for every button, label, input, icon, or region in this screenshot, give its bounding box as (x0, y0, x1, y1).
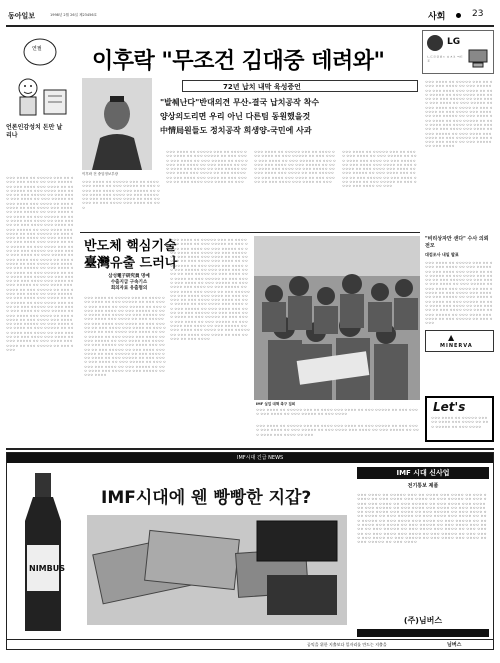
ad-top-rule (6, 448, 494, 450)
lets-ad-title: Let's (433, 400, 466, 414)
ad-right-sub: 전기통보 제품 (407, 483, 439, 489)
right-column-text-1: ㅇㅇㅇ ㅇㅇㅇㅇ ㅇㅇ ㅇㅇㅇㅇㅇ ㅇㅇㅇ ㅇㅇ ㅇㅇㅇㅇ ㅇㅇㅇ ㅇㅇㅇㅇ ㅇㅇ ㅇㅇㅇ ㅇㅇㅇㅇㅇ ㅇㅇ ㅇㅇㅇ ㅇㅇㅇㅇ ㅇㅇㅇ ㅇㅇㅇㅇ ㅇㅇ ㅇㅇㅇ ㅇㅇㅇㅇㅇ ㅇㅇ ㅇㅇㅇ ㅇㅇㅇㅇ ㅇㅇㅇ ㅇㅇㅇㅇ ㅇㅇ ㅇㅇㅇ ㅇㅇㅇㅇㅇ ㅇㅇ ㅇㅇㅇ ㅇㅇㅇㅇ ㅇㅇㅇ ㅇㅇㅇㅇ ㅇㅇ ㅇㅇㅇ ㅇㅇㅇㅇㅇ ㅇㅇ ㅇㅇㅇ ㅇㅇㅇㅇ ㅇㅇㅇ ㅇㅇㅇㅇ ㅇㅇ ㅇㅇㅇ ㅇㅇㅇㅇㅇ ㅇㅇ ㅇㅇㅇ ㅇㅇㅇㅇ ㅇㅇㅇ ㅇㅇㅇㅇ ㅇㅇ ㅇㅇㅇ ㅇㅇㅇㅇㅇ ㅇㅇ ㅇㅇㅇ ㅇㅇㅇㅇ ㅇㅇㅇ ㅇㅇㅇㅇ ㅇㅇ ㅇㅇㅇ ㅇㅇㅇㅇㅇ ㅇㅇ ㅇㅇㅇ ㅇㅇㅇㅇ ㅇㅇㅇ ㅇㅇㅇㅇ ㅇㅇ ㅇㅇㅇ ㅇㅇㅇㅇㅇ ㅇㅇ ㅇㅇㅇ ㅇㅇㅇㅇ ㅇㅇㅇ ㅇㅇㅇㅇ ㅇㅇ ㅇㅇㅇ ㅇㅇㅇㅇㅇ ㅇㅇ ㅇㅇㅇ ㅇㅇㅇㅇ ㅇㅇㅇ ㅇㅇㅇㅇ ㅇㅇ ㅇㅇㅇ ㅇㅇㅇㅇㅇ ㅇㅇ ㅇㅇㅇ ㅇㅇㅇㅇ ㅇㅇㅇ ㅇㅇㅇㅇ ㅇㅇ ㅇㅇㅇ ㅇㅇㅇㅇㅇ ㅇㅇ ㅇㅇㅇ ㅇㅇㅇㅇ (425, 80, 493, 149)
bottle-label: NIMBUS (29, 564, 65, 573)
ad-company: (주)님버스 (403, 616, 443, 625)
left-column-text: ㅇㅇㅇ ㅇㅇㅇㅇ ㅇㅇ ㅇㅇㅇㅇㅇ ㅇㅇㅇ ㅇㅇ ㅇㅇㅇㅇ ㅇㅇㅇ ㅇㅇㅇㅇ ㅇㅇ ㅇㅇㅇ ㅇㅇㅇㅇㅇ ㅇㅇ ㅇㅇㅇ ㅇㅇㅇㅇ ㅇㅇㅇ ㅇㅇㅇㅇ ㅇㅇ ㅇㅇㅇ ㅇㅇㅇㅇㅇ ㅇㅇ ㅇㅇㅇ ㅇㅇㅇㅇ ㅇㅇㅇ ㅇㅇㅇㅇ ㅇㅇ ㅇㅇㅇ ㅇㅇㅇㅇㅇ ㅇㅇ ㅇㅇㅇ ㅇㅇㅇㅇ ㅇㅇㅇ ㅇㅇㅇㅇ ㅇㅇ ㅇㅇㅇ ㅇㅇㅇㅇㅇ ㅇㅇ ㅇㅇㅇ ㅇㅇㅇㅇ ㅇㅇㅇ ㅇㅇㅇㅇ ㅇㅇ ㅇㅇㅇ ㅇㅇㅇㅇㅇ ㅇㅇ ㅇㅇㅇ ㅇㅇㅇㅇ ㅇㅇㅇ ㅇㅇㅇㅇ ㅇㅇ ㅇㅇㅇ ㅇㅇㅇㅇㅇ ㅇㅇ ㅇㅇㅇ ㅇㅇㅇㅇ ㅇㅇㅇ ㅇㅇㅇㅇ ㅇㅇ ㅇㅇㅇ ㅇㅇㅇㅇㅇ ㅇㅇ ㅇㅇㅇ ㅇㅇㅇㅇ ㅇㅇㅇ ㅇㅇㅇㅇ ㅇㅇ ㅇㅇㅇ ㅇㅇㅇㅇㅇ ㅇㅇ ㅇㅇㅇ ㅇㅇㅇㅇ ㅇㅇㅇ ㅇㅇㅇㅇ ㅇㅇ ㅇㅇㅇ ㅇㅇㅇㅇㅇ ㅇㅇ ㅇㅇㅇ ㅇㅇㅇㅇ ㅇㅇㅇ ㅇㅇㅇㅇ ㅇㅇ ㅇㅇㅇ ㅇㅇㅇㅇㅇ ㅇㅇ ㅇㅇㅇ ㅇㅇㅇㅇ ㅇㅇㅇ ㅇㅇㅇㅇ ㅇㅇ ㅇㅇㅇ ㅇㅇㅇㅇㅇ ㅇㅇ ㅇㅇㅇ ㅇㅇㅇㅇ ㅇㅇㅇ ㅇㅇㅇㅇ ㅇㅇ ㅇㅇㅇ ㅇㅇㅇㅇㅇ ㅇㅇ ㅇㅇㅇ ㅇㅇㅇㅇ ㅇㅇㅇ ㅇㅇㅇㅇ ㅇㅇ ㅇㅇㅇ ㅇㅇㅇㅇㅇ ㅇㅇ ㅇㅇㅇ ㅇㅇㅇㅇ ㅇㅇㅇ ㅇㅇㅇㅇ ㅇㅇ ㅇㅇㅇ ㅇㅇㅇㅇㅇ ㅇㅇ ㅇㅇㅇ ㅇㅇㅇㅇ ㅇㅇㅇ ㅇㅇㅇㅇ ㅇㅇ ㅇㅇㅇ ㅇㅇㅇㅇㅇ ㅇㅇ ㅇㅇㅇ ㅇㅇㅇㅇ ㅇㅇㅇ ㅇㅇㅇㅇ ㅇㅇ ㅇㅇㅇ ㅇㅇㅇㅇㅇ ㅇㅇ ㅇㅇㅇ ㅇㅇㅇㅇ ㅇㅇㅇ ㅇㅇㅇㅇ ㅇㅇ ㅇㅇㅇ ㅇㅇㅇㅇㅇ ㅇㅇ ㅇㅇㅇ ㅇㅇㅇㅇ ㅇㅇㅇ ㅇㅇㅇㅇ ㅇㅇ ㅇㅇㅇ ㅇㅇㅇㅇㅇ ㅇㅇ ㅇㅇㅇ ㅇㅇㅇㅇ ㅇㅇㅇ ㅇㅇㅇㅇ ㅇㅇ ㅇㅇㅇ ㅇㅇㅇㅇㅇ ㅇㅇ ㅇㅇㅇ ㅇㅇㅇㅇ ㅇㅇㅇ ㅇㅇㅇㅇ ㅇㅇ ㅇㅇㅇ ㅇㅇㅇㅇㅇ ㅇㅇ ㅇㅇㅇ ㅇㅇㅇㅇ ㅇㅇㅇ ㅇㅇㅇㅇ ㅇㅇ ㅇㅇㅇ ㅇㅇㅇㅇㅇ ㅇㅇ ㅇㅇㅇ ㅇㅇㅇㅇ ㅇㅇㅇ ㅇㅇㅇㅇ ㅇㅇ ㅇㅇㅇ ㅇㅇㅇㅇㅇ ㅇㅇ ㅇㅇㅇ ㅇㅇㅇㅇ ㅇㅇㅇ ㅇㅇㅇㅇ ㅇㅇ ㅇㅇㅇ ㅇㅇㅇㅇㅇ ㅇㅇ ㅇㅇㅇ ㅇㅇㅇㅇ ㅇㅇㅇ ㅇㅇㅇㅇ ㅇㅇ ㅇㅇㅇ ㅇㅇㅇㅇㅇ ㅇㅇ ㅇㅇㅇ ㅇㅇㅇㅇ ㅇㅇㅇ ㅇㅇㅇㅇ ㅇㅇ ㅇㅇㅇ ㅇㅇㅇㅇㅇ ㅇㅇ ㅇㅇㅇ ㅇㅇㅇㅇ ㅇㅇㅇ ㅇㅇㅇㅇ ㅇㅇ ㅇㅇㅇ ㅇㅇㅇㅇㅇ ㅇㅇ ㅇㅇㅇ ㅇㅇㅇㅇ ㅇㅇㅇ ㅇㅇㅇㅇ ㅇㅇ ㅇㅇㅇ ㅇㅇㅇㅇㅇ ㅇㅇ ㅇㅇㅇ ㅇㅇㅇㅇ ㅇㅇㅇ ㅇㅇㅇㅇ ㅇㅇ ㅇㅇㅇ ㅇㅇㅇㅇㅇ ㅇㅇ ㅇㅇㅇ ㅇㅇㅇㅇ ㅇㅇㅇ ㅇㅇㅇㅇ ㅇㅇ ㅇㅇㅇ ㅇㅇㅇㅇㅇ ㅇㅇ ㅇㅇㅇ ㅇㅇㅇㅇ ㅇㅇㅇ ㅇㅇㅇㅇ ㅇㅇ ㅇㅇㅇ ㅇㅇㅇㅇㅇ ㅇㅇ ㅇㅇㅇ ㅇㅇㅇㅇ (6, 176, 74, 352)
second-story-text-c: ㅇㅇㅇ ㅇㅇㅇㅇ ㅇㅇ ㅇㅇㅇㅇㅇ ㅇㅇㅇ ㅇㅇ ㅇㅇㅇㅇ ㅇㅇㅇ ㅇㅇㅇㅇ ㅇㅇ ㅇㅇㅇ ㅇㅇㅇㅇㅇ ㅇㅇ ㅇㅇㅇ ㅇㅇㅇㅇ ㅇㅇㅇ ㅇㅇㅇㅇ ㅇㅇ ㅇㅇㅇ ㅇㅇㅇㅇㅇ ㅇㅇ ㅇㅇㅇ ㅇㅇㅇㅇ ㅇㅇㅇ ㅇㅇㅇㅇ ㅇㅇ ㅇㅇㅇ ㅇㅇㅇㅇㅇ ㅇㅇ ㅇㅇㅇ ㅇㅇㅇㅇ ㅇㅇㅇ ㅇㅇㅇㅇ ㅇㅇ ㅇㅇㅇ (256, 424, 419, 437)
subhead-1: "발췌난다"반대의견 무산-결국 납치공작 착수 (160, 98, 320, 107)
cartoon (6, 30, 76, 170)
minerva-logo: MINERVA (440, 343, 473, 349)
ad-company-bar (357, 629, 489, 637)
ad-main-copy: IMF시대에 웬 빵빵한 지갑? (101, 488, 312, 508)
cartoon-title: 언론인감성치 돈만 날리나 (6, 124, 63, 139)
masthead (6, 9, 494, 23)
top-right-ad (422, 30, 494, 74)
right-block (425, 236, 494, 331)
second-headline-line-2: 臺灣유출 드러나 (84, 256, 178, 271)
ad-right-title: IMF 시대 신사업 (357, 467, 489, 479)
ad-copy: ㄴㄷㄹㅁㅂㅅ ㅇㅈㅊ ㅋㅌㅍ (427, 55, 463, 64)
right-sub: 대검조사 내일 발표 (425, 252, 459, 257)
photo-caption-text: ㅇㅇㅇ ㅇㅇㅇㅇ ㅇㅇ ㅇㅇㅇㅇㅇ ㅇㅇㅇ ㅇㅇ ㅇㅇㅇㅇ ㅇㅇㅇ ㅇㅇㅇㅇ ㅇㅇ ㅇㅇㅇ ㅇㅇㅇㅇㅇ ㅇㅇ ㅇㅇㅇ ㅇㅇㅇㅇ ㅇㅇㅇ ㅇㅇㅇㅇ ㅇㅇ ㅇㅇㅇ ㅇㅇㅇㅇㅇ ㅇㅇ ㅇㅇㅇ ㅇㅇㅇㅇ (256, 408, 418, 417)
minerva-box (425, 330, 494, 352)
main-photo-caption: 이후락 전 중앙정보부장 (82, 172, 119, 176)
subhead-3: 中情局원들도 정치공작 희생양-국민에 사과 (160, 126, 312, 135)
main-story-text-d: ㅇㅇㅇ ㅇㅇㅇㅇ ㅇㅇ ㅇㅇㅇㅇㅇ ㅇㅇㅇ ㅇㅇ ㅇㅇㅇㅇ ㅇㅇㅇ ㅇㅇㅇㅇ ㅇㅇ ㅇㅇㅇ ㅇㅇㅇㅇㅇ ㅇㅇ ㅇㅇㅇ ㅇㅇㅇㅇ ㅇㅇㅇ ㅇㅇㅇㅇ ㅇㅇ ㅇㅇㅇ ㅇㅇㅇㅇㅇ ㅇㅇ ㅇㅇㅇ ㅇㅇㅇㅇ ㅇㅇㅇ ㅇㅇㅇㅇ ㅇㅇ ㅇㅇㅇ ㅇㅇㅇㅇㅇ ㅇㅇ ㅇㅇㅇ ㅇㅇㅇㅇ ㅇㅇㅇ ㅇㅇㅇㅇ ㅇㅇ ㅇㅇㅇ ㅇㅇㅇㅇㅇ ㅇㅇ ㅇㅇㅇ ㅇㅇㅇㅇ ㅇㅇㅇ ㅇㅇㅇㅇ ㅇㅇ ㅇㅇㅇ ㅇㅇㅇㅇㅇ ㅇㅇ ㅇㅇㅇ ㅇㅇㅇㅇ ㅇㅇㅇ ㅇㅇㅇㅇ ㅇㅇ ㅇㅇㅇ ㅇㅇㅇㅇㅇ ㅇㅇ ㅇㅇㅇ ㅇㅇㅇㅇ ㅇㅇㅇ ㅇㅇㅇㅇ ㅇㅇ ㅇㅇㅇ (342, 150, 417, 189)
second-subhead-1: 삼성電子研究員 명예 (108, 274, 150, 279)
cartoon-drawing (6, 30, 76, 120)
paper-name: 동아일보 (8, 12, 36, 20)
section-divider (80, 232, 420, 233)
main-story-text-a: ㅇㅇㅇ ㅇㅇㅇㅇ ㅇㅇ ㅇㅇㅇㅇㅇ ㅇㅇㅇ ㅇㅇ ㅇㅇㅇㅇ ㅇㅇㅇ ㅇㅇㅇㅇ ㅇㅇ ㅇㅇㅇ ㅇㅇㅇㅇㅇ ㅇㅇ ㅇㅇㅇ ㅇㅇㅇㅇ ㅇㅇㅇ ㅇㅇㅇㅇ ㅇㅇ ㅇㅇㅇ ㅇㅇㅇㅇㅇ ㅇㅇ ㅇㅇㅇ ㅇㅇㅇㅇ ㅇㅇㅇ ㅇㅇㅇㅇ ㅇㅇ ㅇㅇㅇ ㅇㅇㅇㅇㅇ ㅇㅇ ㅇㅇㅇ ㅇㅇㅇㅇ ㅇㅇㅇ ㅇㅇㅇㅇ ㅇㅇ ㅇㅇㅇ ㅇㅇㅇㅇㅇ ㅇㅇ ㅇㅇㅇ ㅇㅇㅇㅇ ㅇㅇㅇ ㅇㅇㅇㅇ ㅇㅇ ㅇㅇㅇ (82, 180, 160, 210)
main-headline: 이후락 "무조건 김대중 데려와" (92, 49, 385, 74)
section-dot (456, 13, 461, 18)
main-story-text-b: ㅇㅇㅇ ㅇㅇㅇㅇ ㅇㅇ ㅇㅇㅇㅇㅇ ㅇㅇㅇ ㅇㅇ ㅇㅇㅇㅇ ㅇㅇㅇ ㅇㅇㅇㅇ ㅇㅇ ㅇㅇㅇ ㅇㅇㅇㅇㅇ ㅇㅇ ㅇㅇㅇ ㅇㅇㅇㅇ ㅇㅇㅇ ㅇㅇㅇㅇ ㅇㅇ ㅇㅇㅇ ㅇㅇㅇㅇㅇ ㅇㅇ ㅇㅇㅇ ㅇㅇㅇㅇ ㅇㅇㅇ ㅇㅇㅇㅇ ㅇㅇ ㅇㅇㅇ ㅇㅇㅇㅇㅇ ㅇㅇ ㅇㅇㅇ ㅇㅇㅇㅇ ㅇㅇㅇ ㅇㅇㅇㅇ ㅇㅇ ㅇㅇㅇ ㅇㅇㅇㅇㅇ ㅇㅇ ㅇㅇㅇ ㅇㅇㅇㅇ ㅇㅇㅇ ㅇㅇㅇㅇ ㅇㅇ ㅇㅇㅇ ㅇㅇㅇㅇㅇ ㅇㅇ ㅇㅇㅇ ㅇㅇㅇㅇ ㅇㅇㅇ ㅇㅇㅇㅇ ㅇㅇ ㅇㅇㅇ ㅇㅇㅇㅇㅇ ㅇㅇ ㅇㅇㅇ ㅇㅇㅇㅇ ㅇㅇㅇ ㅇㅇㅇㅇ ㅇㅇ ㅇㅇㅇ (166, 150, 249, 185)
ad-top-banner (7, 453, 493, 463)
bottom-ad (6, 452, 494, 650)
lg-logo-icon (427, 35, 443, 51)
date-line: 1998년 2월 26일 제23456호 (50, 13, 97, 17)
right-block-text: ㅇㅇㅇ ㅇㅇㅇㅇ ㅇㅇ ㅇㅇㅇㅇㅇ ㅇㅇㅇ ㅇㅇ ㅇㅇㅇㅇ ㅇㅇㅇ ㅇㅇㅇㅇ ㅇㅇ ㅇㅇㅇ ㅇㅇㅇㅇㅇ ㅇㅇ ㅇㅇㅇ ㅇㅇㅇㅇ ㅇㅇㅇ ㅇㅇㅇㅇ ㅇㅇ ㅇㅇㅇ ㅇㅇㅇㅇㅇ ㅇㅇ ㅇㅇㅇ ㅇㅇㅇㅇ ㅇㅇㅇ ㅇㅇㅇㅇ ㅇㅇ ㅇㅇㅇ ㅇㅇㅇㅇㅇ ㅇㅇ ㅇㅇㅇ ㅇㅇㅇㅇ ㅇㅇㅇ ㅇㅇㅇㅇ ㅇㅇ ㅇㅇㅇ ㅇㅇㅇㅇㅇ ㅇㅇ ㅇㅇㅇ ㅇㅇㅇㅇ ㅇㅇㅇ ㅇㅇㅇㅇ ㅇㅇ ㅇㅇㅇ ㅇㅇㅇㅇㅇ ㅇㅇ ㅇㅇㅇ ㅇㅇㅇㅇ ㅇㅇㅇ ㅇㅇㅇㅇ ㅇㅇ ㅇㅇㅇ ㅇㅇㅇㅇㅇ ㅇㅇ ㅇㅇㅇ ㅇㅇㅇㅇ ㅇㅇㅇ ㅇㅇㅇㅇ ㅇㅇ ㅇㅇㅇ ㅇㅇㅇㅇㅇ ㅇㅇ ㅇㅇㅇ ㅇㅇㅇㅇ ㅇㅇㅇ ㅇㅇㅇㅇ ㅇㅇ ㅇㅇㅇ ㅇㅇㅇㅇㅇ ㅇㅇ ㅇㅇㅇ ㅇㅇㅇㅇ ㅇㅇㅇ ㅇㅇㅇㅇ ㅇㅇ ㅇㅇㅇ ㅇㅇㅇㅇㅇ ㅇㅇ ㅇㅇㅇ ㅇㅇㅇㅇ ㅇㅇㅇ ㅇㅇㅇㅇ ㅇㅇ ㅇㅇㅇ ㅇㅇㅇㅇㅇ ㅇㅇ ㅇㅇㅇ ㅇㅇㅇㅇ (425, 261, 493, 326)
page-number: 23 (472, 9, 484, 19)
ad-right-panel (357, 467, 489, 647)
ad-footer-right: 님버스 (447, 642, 462, 648)
ad-banner-left: IMF시대 긴급 NEWS (237, 455, 284, 461)
second-subheads (92, 274, 166, 292)
kicker-text: 72년 납치 내막 육성증언 (223, 83, 301, 91)
protest-photo (254, 236, 420, 400)
main-subheads (160, 96, 420, 138)
ad-right-text: ㅇㅇㅇ ㅇㅇㅇㅇ ㅇㅇ ㅇㅇㅇㅇㅇ ㅇㅇㅇ ㅇㅇ ㅇㅇㅇㅇ ㅇㅇㅇ ㅇㅇㅇㅇ ㅇㅇ ㅇㅇㅇ ㅇㅇㅇㅇㅇ ㅇㅇ ㅇㅇㅇ ㅇㅇㅇㅇ ㅇㅇㅇ ㅇㅇㅇㅇ ㅇㅇ ㅇㅇㅇ ㅇㅇㅇㅇㅇ ㅇㅇ ㅇㅇㅇ ㅇㅇㅇㅇ ㅇㅇㅇ ㅇㅇㅇㅇ ㅇㅇ ㅇㅇㅇ ㅇㅇㅇㅇㅇ ㅇㅇ ㅇㅇㅇ ㅇㅇㅇㅇ ㅇㅇㅇ ㅇㅇㅇㅇ ㅇㅇ ㅇㅇㅇ ㅇㅇㅇㅇㅇ ㅇㅇ ㅇㅇㅇ ㅇㅇㅇㅇ ㅇㅇㅇ ㅇㅇㅇㅇ ㅇㅇ ㅇㅇㅇ ㅇㅇㅇㅇㅇ ㅇㅇ ㅇㅇㅇ ㅇㅇㅇㅇ ㅇㅇㅇ ㅇㅇㅇㅇ ㅇㅇ ㅇㅇㅇ ㅇㅇㅇㅇㅇ ㅇㅇ ㅇㅇㅇ ㅇㅇㅇㅇ ㅇㅇㅇ ㅇㅇㅇㅇ ㅇㅇ ㅇㅇㅇ ㅇㅇㅇㅇㅇ ㅇㅇ ㅇㅇㅇ ㅇㅇㅇㅇ ㅇㅇㅇ ㅇㅇㅇㅇ ㅇㅇ ㅇㅇㅇ ㅇㅇㅇㅇㅇ ㅇㅇ ㅇㅇㅇ ㅇㅇㅇㅇ ㅇㅇㅇ ㅇㅇㅇㅇ ㅇㅇ ㅇㅇㅇ ㅇㅇㅇㅇㅇ ㅇㅇ ㅇㅇㅇ ㅇㅇㅇㅇ ㅇㅇㅇ ㅇㅇㅇㅇ ㅇㅇ ㅇㅇㅇ ㅇㅇㅇㅇㅇ ㅇㅇ ㅇㅇㅇ ㅇㅇㅇㅇ ㅇㅇㅇ ㅇㅇㅇㅇ ㅇㅇ ㅇㅇㅇ ㅇㅇㅇㅇㅇ ㅇㅇ ㅇㅇㅇ ㅇㅇㅇㅇ ㅇㅇㅇ ㅇㅇㅇㅇ ㅇㅇ ㅇㅇㅇ ㅇㅇㅇㅇㅇ ㅇㅇ ㅇㅇㅇ ㅇㅇㅇㅇ ㅇㅇㅇ ㅇㅇㅇㅇ ㅇㅇ ㅇㅇㅇ ㅇㅇㅇㅇㅇ ㅇㅇ ㅇㅇㅇ ㅇㅇㅇㅇ ㅇㅇㅇ ㅇㅇㅇㅇ ㅇㅇ ㅇㅇㅇ ㅇㅇㅇㅇㅇ ㅇㅇ ㅇㅇㅇ ㅇㅇㅇㅇ ㅇㅇㅇ ㅇㅇㅇㅇ ㅇㅇ ㅇㅇㅇ ㅇㅇㅇㅇㅇ ㅇㅇ ㅇㅇㅇ ㅇㅇㅇㅇ (357, 493, 487, 545)
second-headline (84, 238, 177, 272)
computer-icon (467, 49, 491, 69)
kicker-box (182, 80, 418, 92)
second-subhead-3: 회의자료 유출혐의 (110, 286, 148, 291)
section-name: 사회 (428, 12, 446, 22)
minerva-logo-icon: ▲ (448, 333, 455, 342)
subhead-2: 양상의도리면 우리 아닌 다른팀 동원했을것 (160, 112, 311, 121)
lets-ad (425, 396, 494, 442)
second-story-text-b: ㅇㅇㅇ ㅇㅇㅇㅇ ㅇㅇ ㅇㅇㅇㅇㅇ ㅇㅇㅇ ㅇㅇ ㅇㅇㅇㅇ ㅇㅇㅇ ㅇㅇㅇㅇ ㅇㅇ ㅇㅇㅇ ㅇㅇㅇㅇㅇ ㅇㅇ ㅇㅇㅇ ㅇㅇㅇㅇ ㅇㅇㅇ ㅇㅇㅇㅇ ㅇㅇ ㅇㅇㅇ ㅇㅇㅇㅇㅇ ㅇㅇ ㅇㅇㅇ ㅇㅇㅇㅇ ㅇㅇㅇ ㅇㅇㅇㅇ ㅇㅇ ㅇㅇㅇ ㅇㅇㅇㅇㅇ ㅇㅇ ㅇㅇㅇ ㅇㅇㅇㅇ ㅇㅇㅇ ㅇㅇㅇㅇ ㅇㅇ ㅇㅇㅇ ㅇㅇㅇㅇㅇ ㅇㅇ ㅇㅇㅇ ㅇㅇㅇㅇ ㅇㅇㅇ ㅇㅇㅇㅇ ㅇㅇ ㅇㅇㅇ ㅇㅇㅇㅇㅇ ㅇㅇ ㅇㅇㅇ ㅇㅇㅇㅇ ㅇㅇㅇ ㅇㅇㅇㅇ ㅇㅇ ㅇㅇㅇ ㅇㅇㅇㅇㅇ ㅇㅇ ㅇㅇㅇ ㅇㅇㅇㅇ ㅇㅇㅇ ㅇㅇㅇㅇ ㅇㅇ ㅇㅇㅇ ㅇㅇㅇㅇㅇ ㅇㅇ ㅇㅇㅇ ㅇㅇㅇㅇ ㅇㅇㅇ ㅇㅇㅇㅇ ㅇㅇ ㅇㅇㅇ ㅇㅇㅇㅇㅇ ㅇㅇ ㅇㅇㅇ ㅇㅇㅇㅇ ㅇㅇㅇ ㅇㅇㅇㅇ ㅇㅇ ㅇㅇㅇ ㅇㅇㅇㅇㅇ ㅇㅇ ㅇㅇㅇ ㅇㅇㅇㅇ ㅇㅇㅇ ㅇㅇㅇㅇ ㅇㅇ ㅇㅇㅇ ㅇㅇㅇㅇㅇ ㅇㅇ ㅇㅇㅇ ㅇㅇㅇㅇ ㅇㅇㅇ ㅇㅇㅇㅇ ㅇㅇ ㅇㅇㅇ ㅇㅇㅇㅇㅇ ㅇㅇ ㅇㅇㅇ ㅇㅇㅇㅇ ㅇㅇㅇ ㅇㅇㅇㅇ ㅇㅇ ㅇㅇㅇ ㅇㅇㅇㅇㅇ ㅇㅇ ㅇㅇㅇ ㅇㅇㅇㅇ ㅇㅇㅇ ㅇㅇㅇㅇ ㅇㅇ ㅇㅇㅇ ㅇㅇㅇㅇㅇ ㅇㅇ ㅇㅇㅇ ㅇㅇㅇㅇ ㅇㅇㅇ ㅇㅇㅇㅇ ㅇㅇ ㅇㅇㅇ ㅇㅇㅇㅇㅇ ㅇㅇ ㅇㅇㅇ ㅇㅇㅇㅇ ㅇㅇㅇ ㅇㅇㅇㅇ ㅇㅇ ㅇㅇㅇ ㅇㅇㅇㅇㅇ ㅇㅇ ㅇㅇㅇ ㅇㅇㅇㅇ ㅇㅇㅇ ㅇㅇㅇㅇ ㅇㅇ ㅇㅇㅇ ㅇㅇㅇㅇㅇ ㅇㅇ ㅇㅇㅇ ㅇㅇㅇㅇ ㅇㅇㅇ ㅇㅇㅇㅇ ㅇㅇ ㅇㅇㅇ ㅇㅇㅇㅇㅇ ㅇㅇ ㅇㅇㅇ ㅇㅇㅇㅇ ㅇㅇㅇ ㅇㅇㅇㅇ ㅇㅇ ㅇㅇㅇ ㅇㅇㅇㅇㅇ ㅇㅇ ㅇㅇㅇ ㅇㅇㅇㅇ ㅇㅇㅇ ㅇㅇㅇㅇ ㅇㅇ ㅇㅇㅇ ㅇㅇㅇㅇㅇ ㅇㅇ ㅇㅇㅇ ㅇㅇㅇㅇ ㅇㅇㅇ ㅇㅇㅇㅇ ㅇㅇ ㅇㅇㅇ ㅇㅇㅇㅇㅇ ㅇㅇ ㅇㅇㅇ ㅇㅇㅇㅇ (170, 238, 250, 341)
main-story-text-c: ㅇㅇㅇ ㅇㅇㅇㅇ ㅇㅇ ㅇㅇㅇㅇㅇ ㅇㅇㅇ ㅇㅇ ㅇㅇㅇㅇ ㅇㅇㅇ ㅇㅇㅇㅇ ㅇㅇ ㅇㅇㅇ ㅇㅇㅇㅇㅇ ㅇㅇ ㅇㅇㅇ ㅇㅇㅇㅇ ㅇㅇㅇ ㅇㅇㅇㅇ ㅇㅇ ㅇㅇㅇ ㅇㅇㅇㅇㅇ ㅇㅇ ㅇㅇㅇ ㅇㅇㅇㅇ ㅇㅇㅇ ㅇㅇㅇㅇ ㅇㅇ ㅇㅇㅇ ㅇㅇㅇㅇㅇ ㅇㅇ ㅇㅇㅇ ㅇㅇㅇㅇ ㅇㅇㅇ ㅇㅇㅇㅇ ㅇㅇ ㅇㅇㅇ ㅇㅇㅇㅇㅇ ㅇㅇ ㅇㅇㅇ ㅇㅇㅇㅇ ㅇㅇㅇ ㅇㅇㅇㅇ ㅇㅇ ㅇㅇㅇ ㅇㅇㅇㅇㅇ ㅇㅇ ㅇㅇㅇ ㅇㅇㅇㅇ ㅇㅇㅇ ㅇㅇㅇㅇ ㅇㅇ ㅇㅇㅇ ㅇㅇㅇㅇㅇ ㅇㅇ ㅇㅇㅇ ㅇㅇㅇㅇ ㅇㅇㅇ ㅇㅇㅇㅇ ㅇㅇ ㅇㅇㅇ (254, 150, 337, 185)
ad-wallet-image (87, 515, 347, 625)
ad-brand: LG (447, 37, 461, 47)
product-bottle (15, 473, 71, 633)
main-portrait-photo (82, 78, 152, 170)
protest-photo-caption: IMF 실업 대책 촉구 집회 (256, 402, 296, 406)
second-story-text-a: ㅇㅇㅇ ㅇㅇㅇㅇ ㅇㅇ ㅇㅇㅇㅇㅇ ㅇㅇㅇ ㅇㅇ ㅇㅇㅇㅇ ㅇㅇㅇ ㅇㅇㅇㅇ ㅇㅇ ㅇㅇㅇ ㅇㅇㅇㅇㅇ ㅇㅇ ㅇㅇㅇ ㅇㅇㅇㅇ ㅇㅇㅇ ㅇㅇㅇㅇ ㅇㅇ ㅇㅇㅇ ㅇㅇㅇㅇㅇ ㅇㅇ ㅇㅇㅇ ㅇㅇㅇㅇ ㅇㅇㅇ ㅇㅇㅇㅇ ㅇㅇ ㅇㅇㅇ ㅇㅇㅇㅇㅇ ㅇㅇ ㅇㅇㅇ ㅇㅇㅇㅇ ㅇㅇㅇ ㅇㅇㅇㅇ ㅇㅇ ㅇㅇㅇ ㅇㅇㅇㅇㅇ ㅇㅇ ㅇㅇㅇ ㅇㅇㅇㅇ ㅇㅇㅇ ㅇㅇㅇㅇ ㅇㅇ ㅇㅇㅇ ㅇㅇㅇㅇㅇ ㅇㅇ ㅇㅇㅇ ㅇㅇㅇㅇ ㅇㅇㅇ ㅇㅇㅇㅇ ㅇㅇ ㅇㅇㅇ ㅇㅇㅇㅇㅇ ㅇㅇ ㅇㅇㅇ ㅇㅇㅇㅇ ㅇㅇㅇ ㅇㅇㅇㅇ ㅇㅇ ㅇㅇㅇ ㅇㅇㅇㅇㅇ ㅇㅇ ㅇㅇㅇ ㅇㅇㅇㅇ ㅇㅇㅇ ㅇㅇㅇㅇ ㅇㅇ ㅇㅇㅇ ㅇㅇㅇㅇㅇ ㅇㅇ ㅇㅇㅇ ㅇㅇㅇㅇ ㅇㅇㅇ ㅇㅇㅇㅇ ㅇㅇ ㅇㅇㅇ ㅇㅇㅇㅇㅇ ㅇㅇ ㅇㅇㅇ ㅇㅇㅇㅇ ㅇㅇㅇ ㅇㅇㅇㅇ ㅇㅇ ㅇㅇㅇ ㅇㅇㅇㅇㅇ ㅇㅇ ㅇㅇㅇ ㅇㅇㅇㅇ ㅇㅇㅇ ㅇㅇㅇㅇ ㅇㅇ ㅇㅇㅇ ㅇㅇㅇㅇㅇ ㅇㅇ ㅇㅇㅇ ㅇㅇㅇㅇ ㅇㅇㅇ ㅇㅇㅇㅇ ㅇㅇ ㅇㅇㅇ ㅇㅇㅇㅇㅇ ㅇㅇ ㅇㅇㅇ ㅇㅇㅇㅇ ㅇㅇㅇ ㅇㅇㅇㅇ ㅇㅇ ㅇㅇㅇ ㅇㅇㅇㅇㅇ ㅇㅇ ㅇㅇㅇ ㅇㅇㅇㅇ ㅇㅇㅇ ㅇㅇㅇㅇ ㅇㅇ ㅇㅇㅇ ㅇㅇㅇㅇㅇ ㅇㅇ ㅇㅇㅇ ㅇㅇㅇㅇ ㅇㅇㅇ ㅇㅇㅇㅇ ㅇㅇ ㅇㅇㅇ ㅇㅇㅇㅇㅇ ㅇㅇ ㅇㅇㅇ ㅇㅇㅇㅇ ㅇㅇㅇ ㅇㅇㅇㅇ ㅇㅇ ㅇㅇㅇ ㅇㅇㅇㅇㅇ ㅇㅇ ㅇㅇㅇ ㅇㅇㅇㅇ (84, 296, 166, 378)
masthead-rule (6, 25, 494, 27)
cartoon-speech: 연필 (32, 46, 42, 52)
ad-footer (7, 639, 493, 650)
second-subhead-2: 수출지급 구속기소 (110, 280, 148, 285)
second-headline-line-1: 반도체 핵심기술 (84, 239, 177, 254)
right-quote: "비리상자만 샌다" 수사 의뢰 전모 (425, 236, 489, 249)
lets-ad-text: ㅇㅇㅇ ㅇㅇㅇㅇ ㅇㅇ ㅇㅇㅇㅇㅇ ㅇㅇㅇ ㅇㅇ ㅇㅇㅇㅇ ㅇㅇㅇ ㅇㅇㅇㅇ ㅇㅇ ㅇㅇㅇ ㅇㅇㅇㅇㅇ ㅇㅇ ㅇㅇㅇ ㅇㅇㅇㅇ (431, 416, 489, 429)
ad-footer-left: 공익을 위한 지출보다 일자리를 만드는 지출을 (307, 642, 387, 647)
